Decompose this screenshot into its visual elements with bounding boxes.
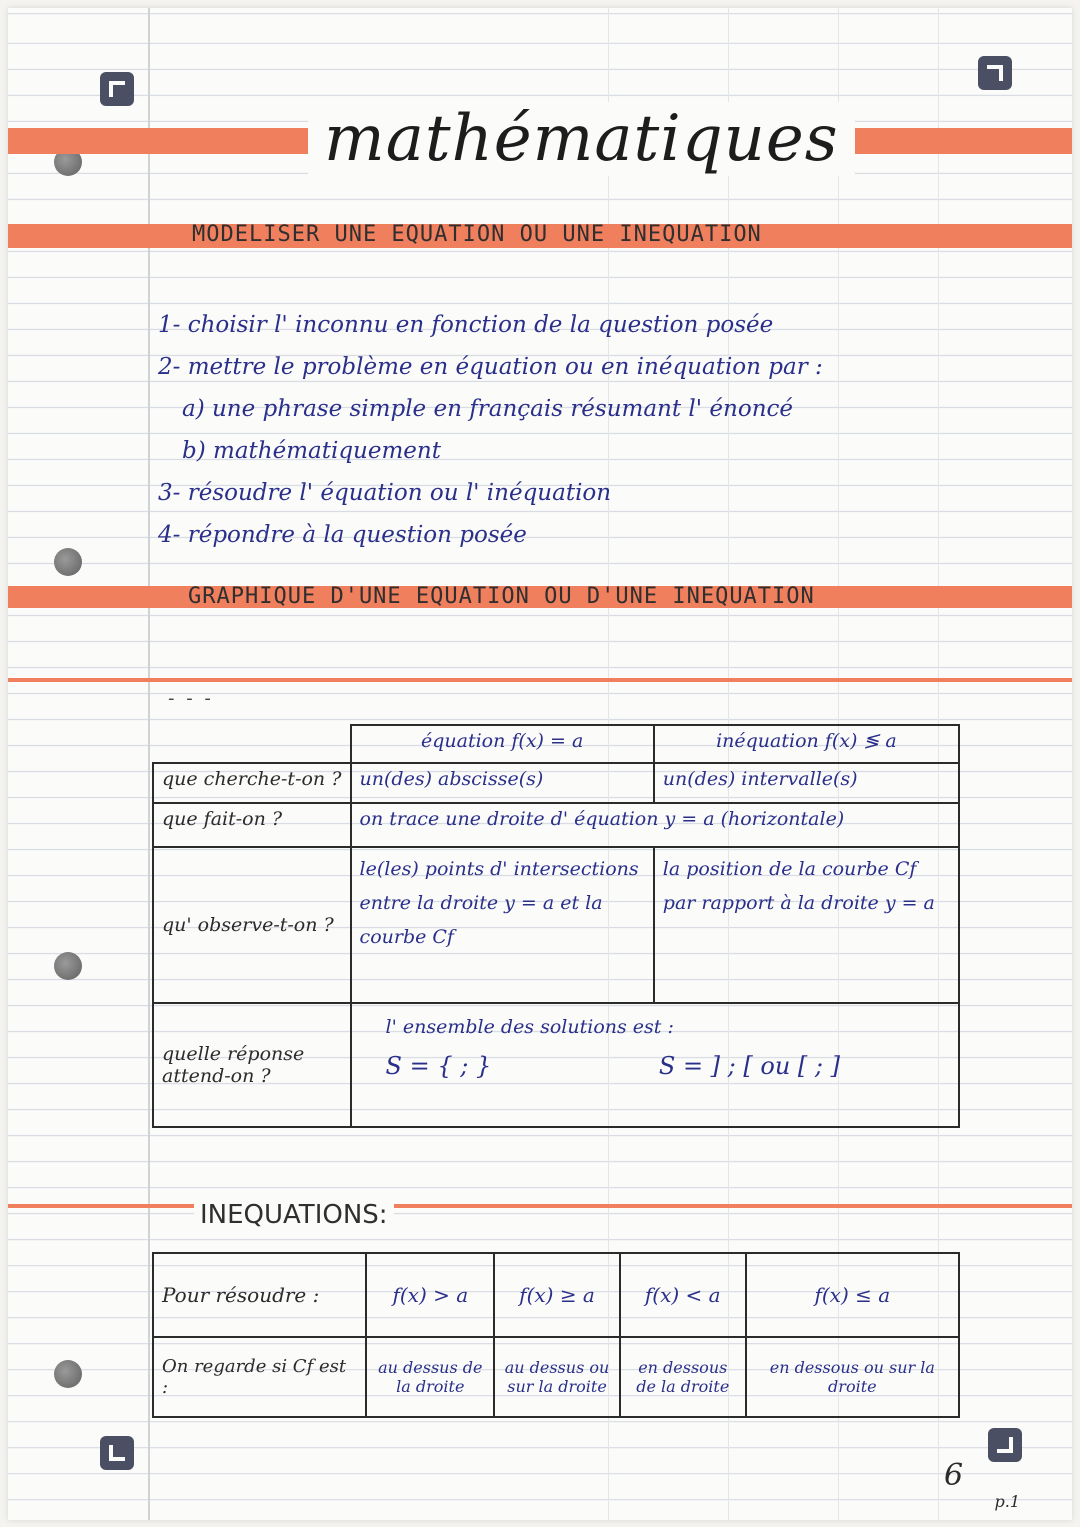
step-item: 2- mettre le problème en équation ou en inéquation par :: [158, 354, 823, 380]
case-greater: f(x) > a: [366, 1253, 494, 1337]
section-heading-modeliser: MODELISER UNE EQUATION OU UNE INEQUATION: [192, 222, 762, 247]
row-label-resoudre: Pour résoudre :: [153, 1253, 366, 1337]
inequations-table: [152, 1252, 960, 1418]
answer-less: en dessous de la droite: [620, 1337, 746, 1417]
page-title: mathématiques: [308, 102, 855, 176]
header-inequation: inéquation f(x) ≶ a: [654, 725, 959, 763]
answer-greater-equal: au dessus ou sur la droite: [494, 1337, 620, 1417]
scribble-mark: - - -: [168, 688, 214, 709]
corner-marker-icon: [978, 56, 1012, 90]
solution-set-equation: S = { ; }: [385, 1052, 492, 1080]
row-label-reponse: quelle réponse attend-on ?: [153, 1003, 351, 1127]
step-item: a) une phrase simple en français résumant l' énoncé: [182, 396, 793, 422]
step-item: 3- résoudre l' équation ou l' inéquation: [158, 480, 612, 506]
row-label-regarde: On regarde si Cf est :: [153, 1337, 366, 1417]
answer-less-equal: en dessous ou sur la droite: [746, 1337, 959, 1417]
solution-set-inequation: S = ] ; [ ou [ ; ]: [658, 1052, 840, 1080]
row-label-observe: qu' observe-t-on ?: [153, 847, 351, 1003]
page-number: p.1: [994, 1492, 1020, 1511]
cell-cherche-equation: un(des) abscisse(s): [351, 763, 654, 803]
steps-list: [158, 304, 823, 556]
cell-cherche-inequation: un(des) intervalle(s): [654, 763, 959, 803]
binder-hole: [54, 952, 82, 980]
step-item: 4- répondre à la question posée: [158, 522, 527, 548]
cell-reponse: [351, 1003, 959, 1127]
cell-fait: on trace une droite d' équation y = a (horizontale): [351, 803, 959, 847]
cell-observe-equation: le(les) points d' intersections entre la droite y = a et la courbe Cf: [351, 847, 654, 1003]
case-less-equal: f(x) ≤ a: [746, 1253, 959, 1337]
footer-mark: 6: [944, 1458, 964, 1493]
row-label-fait: que fait-on ?: [153, 803, 351, 847]
cell-observe-inequation: la position de la courbe Cf par rapport à la droite y = a: [654, 847, 959, 1003]
case-less: f(x) < a: [620, 1253, 746, 1337]
answer-greater: au dessus de la droite: [366, 1337, 494, 1417]
header-equation: équation f(x) = a: [351, 725, 654, 763]
reponse-intro: l' ensemble des solutions est :: [385, 1016, 674, 1038]
corner-marker-icon: [988, 1428, 1022, 1462]
section-heading-graphique: GRAPHIQUE D'UNE EQUATION OU D'UNE INEQUATION: [188, 584, 815, 609]
case-greater-equal: f(x) ≥ a: [494, 1253, 620, 1337]
empty-corner-cell: [153, 725, 351, 763]
corner-marker-icon: [100, 1436, 134, 1470]
reponse-sets: [360, 1046, 950, 1086]
row-label-cherche: que cherche-t-on ?: [153, 763, 351, 803]
notebook-page: [8, 8, 1072, 1520]
corner-marker-icon: [100, 72, 134, 106]
divider-line: [8, 1204, 1072, 1208]
section-heading-inequations: INEQUATIONS:: [194, 1200, 394, 1230]
binder-hole: [54, 1360, 82, 1388]
step-item: 1- choisir l' inconnu en fonction de la question posée: [158, 312, 774, 338]
binder-hole: [54, 548, 82, 576]
step-item: b) mathématiquement: [182, 438, 441, 464]
divider-line: [8, 678, 1072, 682]
graphic-method-table: [152, 724, 960, 1128]
